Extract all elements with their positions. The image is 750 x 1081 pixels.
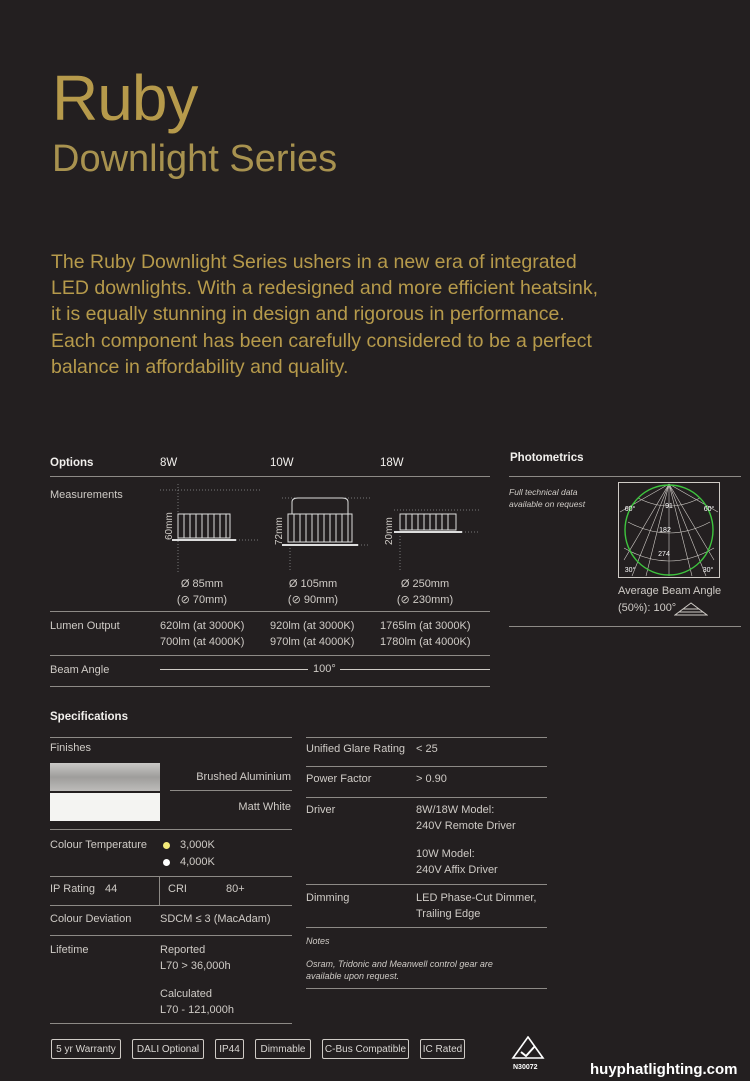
lifetime-line: Calculated xyxy=(160,988,212,1000)
photometrics-note xyxy=(509,486,585,510)
lifetime-label: Lifetime xyxy=(50,944,89,956)
notes-line: Osram, Tridonic and Meanwell control gear are xyxy=(306,959,493,969)
dimming-line: LED Phase-Cut Dimmer, xyxy=(416,892,537,904)
lumen-8w xyxy=(160,618,244,650)
deviation-value: SDCM ≤ 3 (MacAdam) xyxy=(160,913,271,925)
ugr-label: Unified Glare Rating xyxy=(306,743,406,755)
website-link[interactable]: huyphatlighting.com xyxy=(590,1061,738,1078)
beam-value: 100° xyxy=(313,663,336,675)
pf-label: Power Factor xyxy=(306,773,372,785)
diameter-10w-value: Ø 105mm xyxy=(288,578,338,590)
diameter-8w xyxy=(172,576,232,608)
divider xyxy=(509,476,741,477)
lifetime-reported xyxy=(160,942,231,974)
divider xyxy=(50,476,490,477)
height-8w: 60mm xyxy=(164,512,175,540)
cutout-10w-value: (⊘ 90mm) xyxy=(287,594,339,606)
beam-caption-2: (50%): 100° xyxy=(618,602,677,614)
matt-white-swatch xyxy=(50,793,160,821)
ip-label: IP Rating xyxy=(50,883,96,895)
colour-temp-label: Colour Temperature xyxy=(50,839,148,851)
lumen-18w xyxy=(380,618,471,650)
driver-line: 10W Model: xyxy=(416,848,475,860)
lumen-value: 620lm (at 3000K) xyxy=(160,620,245,632)
badge-dali: DALI Optional xyxy=(132,1039,204,1059)
divider xyxy=(306,927,547,928)
cool-dot-icon xyxy=(163,859,170,866)
polar-label-91: 91 xyxy=(665,503,673,510)
polar-label-left30: 30° xyxy=(624,567,636,574)
model-10w: 10W xyxy=(270,457,294,469)
options-header: Options xyxy=(50,457,94,469)
driver-line: 240V Remote Driver xyxy=(416,820,516,832)
intro-line: Each component has been carefully considered to be a perfect xyxy=(51,329,592,352)
note-line: available on request xyxy=(509,499,586,509)
colour-temp-3000k xyxy=(163,837,215,853)
model-18w: 18W xyxy=(380,457,404,469)
divider xyxy=(306,884,547,885)
ugr-value: < 25 xyxy=(416,743,438,755)
lumen-value: 1780lm (at 4000K) xyxy=(380,636,471,648)
cri-label: CRI xyxy=(168,883,187,895)
intro-paragraph xyxy=(51,249,631,380)
diameter-18w xyxy=(390,576,460,608)
divider xyxy=(159,877,160,905)
badge-dimmable: Dimmable xyxy=(255,1039,311,1059)
polar-label-left60: 60° xyxy=(624,506,636,513)
lifetime-line: L70 - 121,000h xyxy=(160,1004,235,1016)
finishes-label: Finishes xyxy=(50,742,91,754)
page-title: Ruby xyxy=(52,62,198,134)
colour-temp-4000k xyxy=(163,854,215,870)
ip-value: 44 xyxy=(105,883,118,895)
intro-line: The Ruby Downlight Series ushers in a new era of integrated xyxy=(51,251,577,273)
driver-line: 8W/18W Model: xyxy=(416,804,495,816)
lifetime-line: Reported xyxy=(160,944,206,956)
badge-ip44: IP44 xyxy=(215,1039,244,1059)
badge-ic-rated: IC Rated xyxy=(420,1039,465,1059)
lifetime-line: L70 > 36,000h xyxy=(160,960,231,972)
pf-value: > 0.90 xyxy=(416,773,447,785)
driver-a xyxy=(416,802,516,834)
badge-warranty: 5 yr Warranty xyxy=(51,1039,121,1059)
height-10w: 72mm xyxy=(274,517,285,545)
dimming-label: Dimming xyxy=(306,892,350,904)
page-subtitle: Downlight Series xyxy=(52,138,338,180)
beam-line-left xyxy=(160,669,308,670)
driver-label: Driver xyxy=(306,804,336,816)
note-line: Full technical data xyxy=(509,487,578,497)
driver-b xyxy=(416,846,498,878)
divider xyxy=(50,876,292,877)
lumen-10w xyxy=(270,618,354,650)
notes-text xyxy=(306,958,493,982)
intro-line: LED downlights. With a redesigned and more efficient heatsink, xyxy=(51,277,599,300)
divider xyxy=(306,797,547,798)
intro-line: balance in affordability and quality. xyxy=(51,355,349,378)
specs-title: Specifications xyxy=(50,711,128,723)
beam-caption-1: Average Beam Angle xyxy=(618,585,722,597)
intro-line: it is equally stunning in design and rigorous in performance. xyxy=(51,303,565,326)
beam-label: Beam Angle xyxy=(50,664,110,676)
beam-angle-icon xyxy=(674,602,708,621)
polar-label-182: 182 xyxy=(659,527,671,534)
dimming-line: Trailing Edge xyxy=(416,908,481,920)
deviation-label: Colour Deviation xyxy=(50,913,132,925)
divider xyxy=(306,737,547,738)
divider xyxy=(50,655,490,656)
divider xyxy=(50,935,292,936)
divider xyxy=(50,1023,292,1024)
polar-label-274: 274 xyxy=(658,551,670,558)
cri-value: 80+ xyxy=(226,883,245,895)
divider xyxy=(509,626,741,627)
brushed-aluminium-swatch xyxy=(50,763,160,791)
diameter-10w xyxy=(280,576,346,608)
lumen-label: Lumen Output xyxy=(50,620,120,632)
lumen-value: 700lm (at 4000K) xyxy=(160,636,245,648)
lifetime-calculated xyxy=(160,986,234,1018)
polar-label-right30: 30° xyxy=(702,567,714,574)
divider xyxy=(170,790,292,791)
dimming-value xyxy=(416,890,536,922)
polar-label-right60: 60° xyxy=(703,506,715,513)
lumen-value: 1765lm (at 3000K) xyxy=(380,620,471,632)
measurements-label: Measurements xyxy=(50,489,123,501)
photometrics-title: Photometrics xyxy=(510,452,584,464)
cutout-18w-value: (⊘ 230mm) xyxy=(396,594,454,606)
driver-line: 240V Affix Driver xyxy=(416,864,498,876)
lumen-value: 970lm (at 4000K) xyxy=(270,636,355,648)
divider xyxy=(306,766,547,767)
divider xyxy=(50,686,490,687)
badge-cbus: C-Bus Compatible xyxy=(322,1039,409,1059)
polar-diagram xyxy=(618,482,720,583)
cutout-8w-value: (⊘ 70mm) xyxy=(176,594,228,606)
divider xyxy=(50,905,292,906)
finish-brushed-aluminium: Brushed Aluminium xyxy=(196,771,291,783)
notes-line: available upon request. xyxy=(306,971,400,981)
rcm-logo-icon xyxy=(511,1036,545,1067)
beam-line-right xyxy=(340,669,490,670)
colour-temp-value: 4,000K xyxy=(180,856,215,868)
lumen-value: 920lm (at 3000K) xyxy=(270,620,355,632)
diameter-18w-value: Ø 250mm xyxy=(400,578,450,590)
colour-temp-value: 3,000K xyxy=(180,839,215,851)
divider xyxy=(306,988,547,989)
notes-label: Notes xyxy=(306,936,330,946)
diameter-8w-value: Ø 85mm xyxy=(180,578,224,590)
divider xyxy=(50,611,490,612)
model-8w: 8W xyxy=(160,457,178,469)
height-18w: 20mm xyxy=(384,517,395,545)
finish-matt-white: Matt White xyxy=(238,801,291,813)
warm-dot-icon xyxy=(163,842,170,849)
divider xyxy=(50,829,292,830)
cert-code: N30072 xyxy=(513,1064,538,1071)
divider xyxy=(50,737,292,738)
